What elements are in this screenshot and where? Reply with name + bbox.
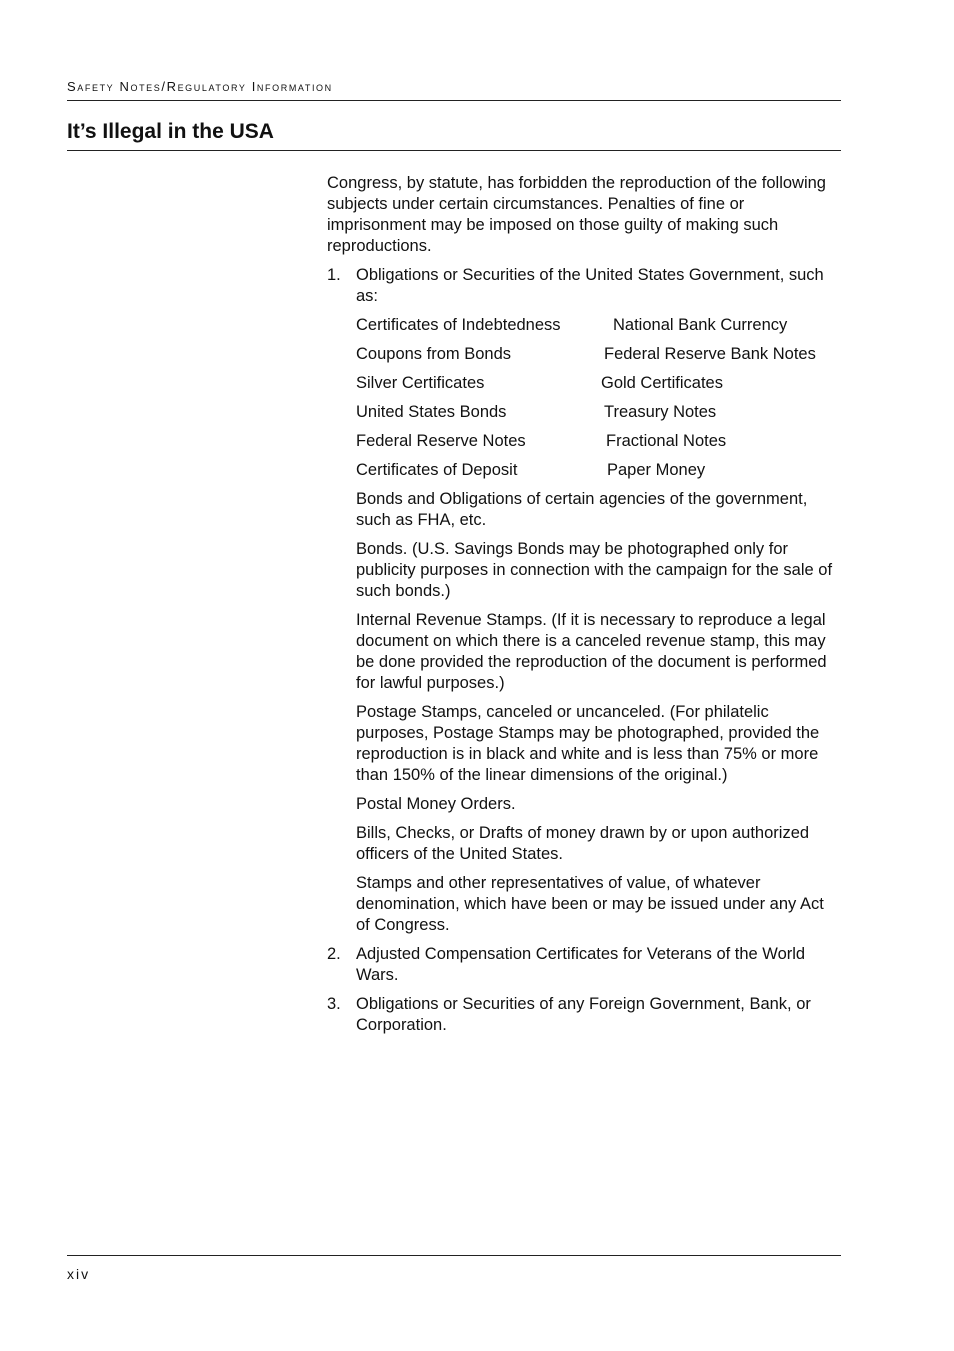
securities-left: Certificates of Deposit — [356, 461, 518, 479]
running-header: Safety Notes/Regulatory Information — [67, 79, 333, 94]
sub-paragraph: Bonds. (U.S. Savings Bonds may be photographed only for publicity purposes in connection with the campaign for the sale of such bonds.) — [356, 540, 833, 600]
securities-row — [356, 402, 842, 423]
body-content — [327, 173, 842, 1044]
section-title: It’s Illegal in the USA — [67, 120, 274, 143]
sub-paragraph: Postage Stamps, canceled or uncanceled. (For philatelic purposes, Postage Stamps may be photographed, provided the reproduction is in black and white and is less than 75% or more than 150% of the linear dimensions of the original.) — [356, 703, 820, 784]
title-rule — [67, 150, 841, 151]
securities-right: Gold Certificates — [601, 374, 723, 392]
sub-paragraph: Bills, Checks, or Drafts of money drawn by or upon authorized officers of the United States. — [356, 824, 810, 863]
sub-paragraph: Postal Money Orders. — [356, 795, 516, 813]
securities-left: Certificates of Indebtedness — [356, 316, 561, 334]
sub-paragraph: Stamps and other representatives of value, of whatever denomination, which have been or may be issued under any Act of Congress. — [356, 874, 824, 934]
sub-paragraph: Bonds and Obligations of certain agencies of the government, such as FHA, etc. — [356, 490, 808, 529]
securities-left: United States Bonds — [356, 403, 507, 421]
page-number: xiv — [67, 1266, 91, 1282]
intro-paragraph: Congress, by statute, has forbidden the reproduction of the following subjects under certain circumstances. Penalties of fine or imprisonment may be imposed on those guilty of making such reproductions. — [327, 174, 826, 255]
list-item-text: Adjusted Compensation Certificates for Veterans of the World Wars. — [356, 945, 806, 984]
list-item-2 — [327, 944, 842, 986]
securities-row — [356, 431, 842, 452]
securities-right: Federal Reserve Bank Notes — [604, 345, 816, 363]
securities-row — [356, 315, 842, 336]
list-number: 2. — [327, 945, 341, 963]
securities-left: Silver Certificates — [356, 374, 485, 392]
securities-right: National Bank Currency — [613, 316, 788, 334]
list-item-1-details — [356, 315, 842, 936]
securities-row — [356, 460, 842, 481]
securities-right: Treasury Notes — [604, 403, 717, 421]
securities-left: Federal Reserve Notes — [356, 432, 526, 450]
list-number: 3. — [327, 995, 341, 1013]
securities-left: Coupons from Bonds — [356, 345, 512, 363]
header-rule — [67, 100, 841, 101]
list-item-text: Obligations or Securities of any Foreign Government, Bank, or Corporation. — [356, 995, 811, 1034]
list-item-1 — [327, 265, 842, 307]
list-number: 1. — [327, 266, 341, 284]
sub-paragraph: Internal Revenue Stamps. (If it is necessary to reproduce a legal document on which there is a canceled revenue stamp, this may be done provided the reproduction of the document is performed for lawful purposes.) — [356, 611, 827, 692]
securities-right: Fractional Notes — [606, 432, 727, 450]
list-item-text: Obligations or Securities of the United States Government, such as: — [356, 266, 824, 305]
list-item-3 — [327, 994, 842, 1036]
securities-row — [356, 373, 842, 394]
securities-right: Paper Money — [607, 461, 706, 479]
securities-row — [356, 344, 842, 365]
footer-rule — [67, 1255, 841, 1256]
